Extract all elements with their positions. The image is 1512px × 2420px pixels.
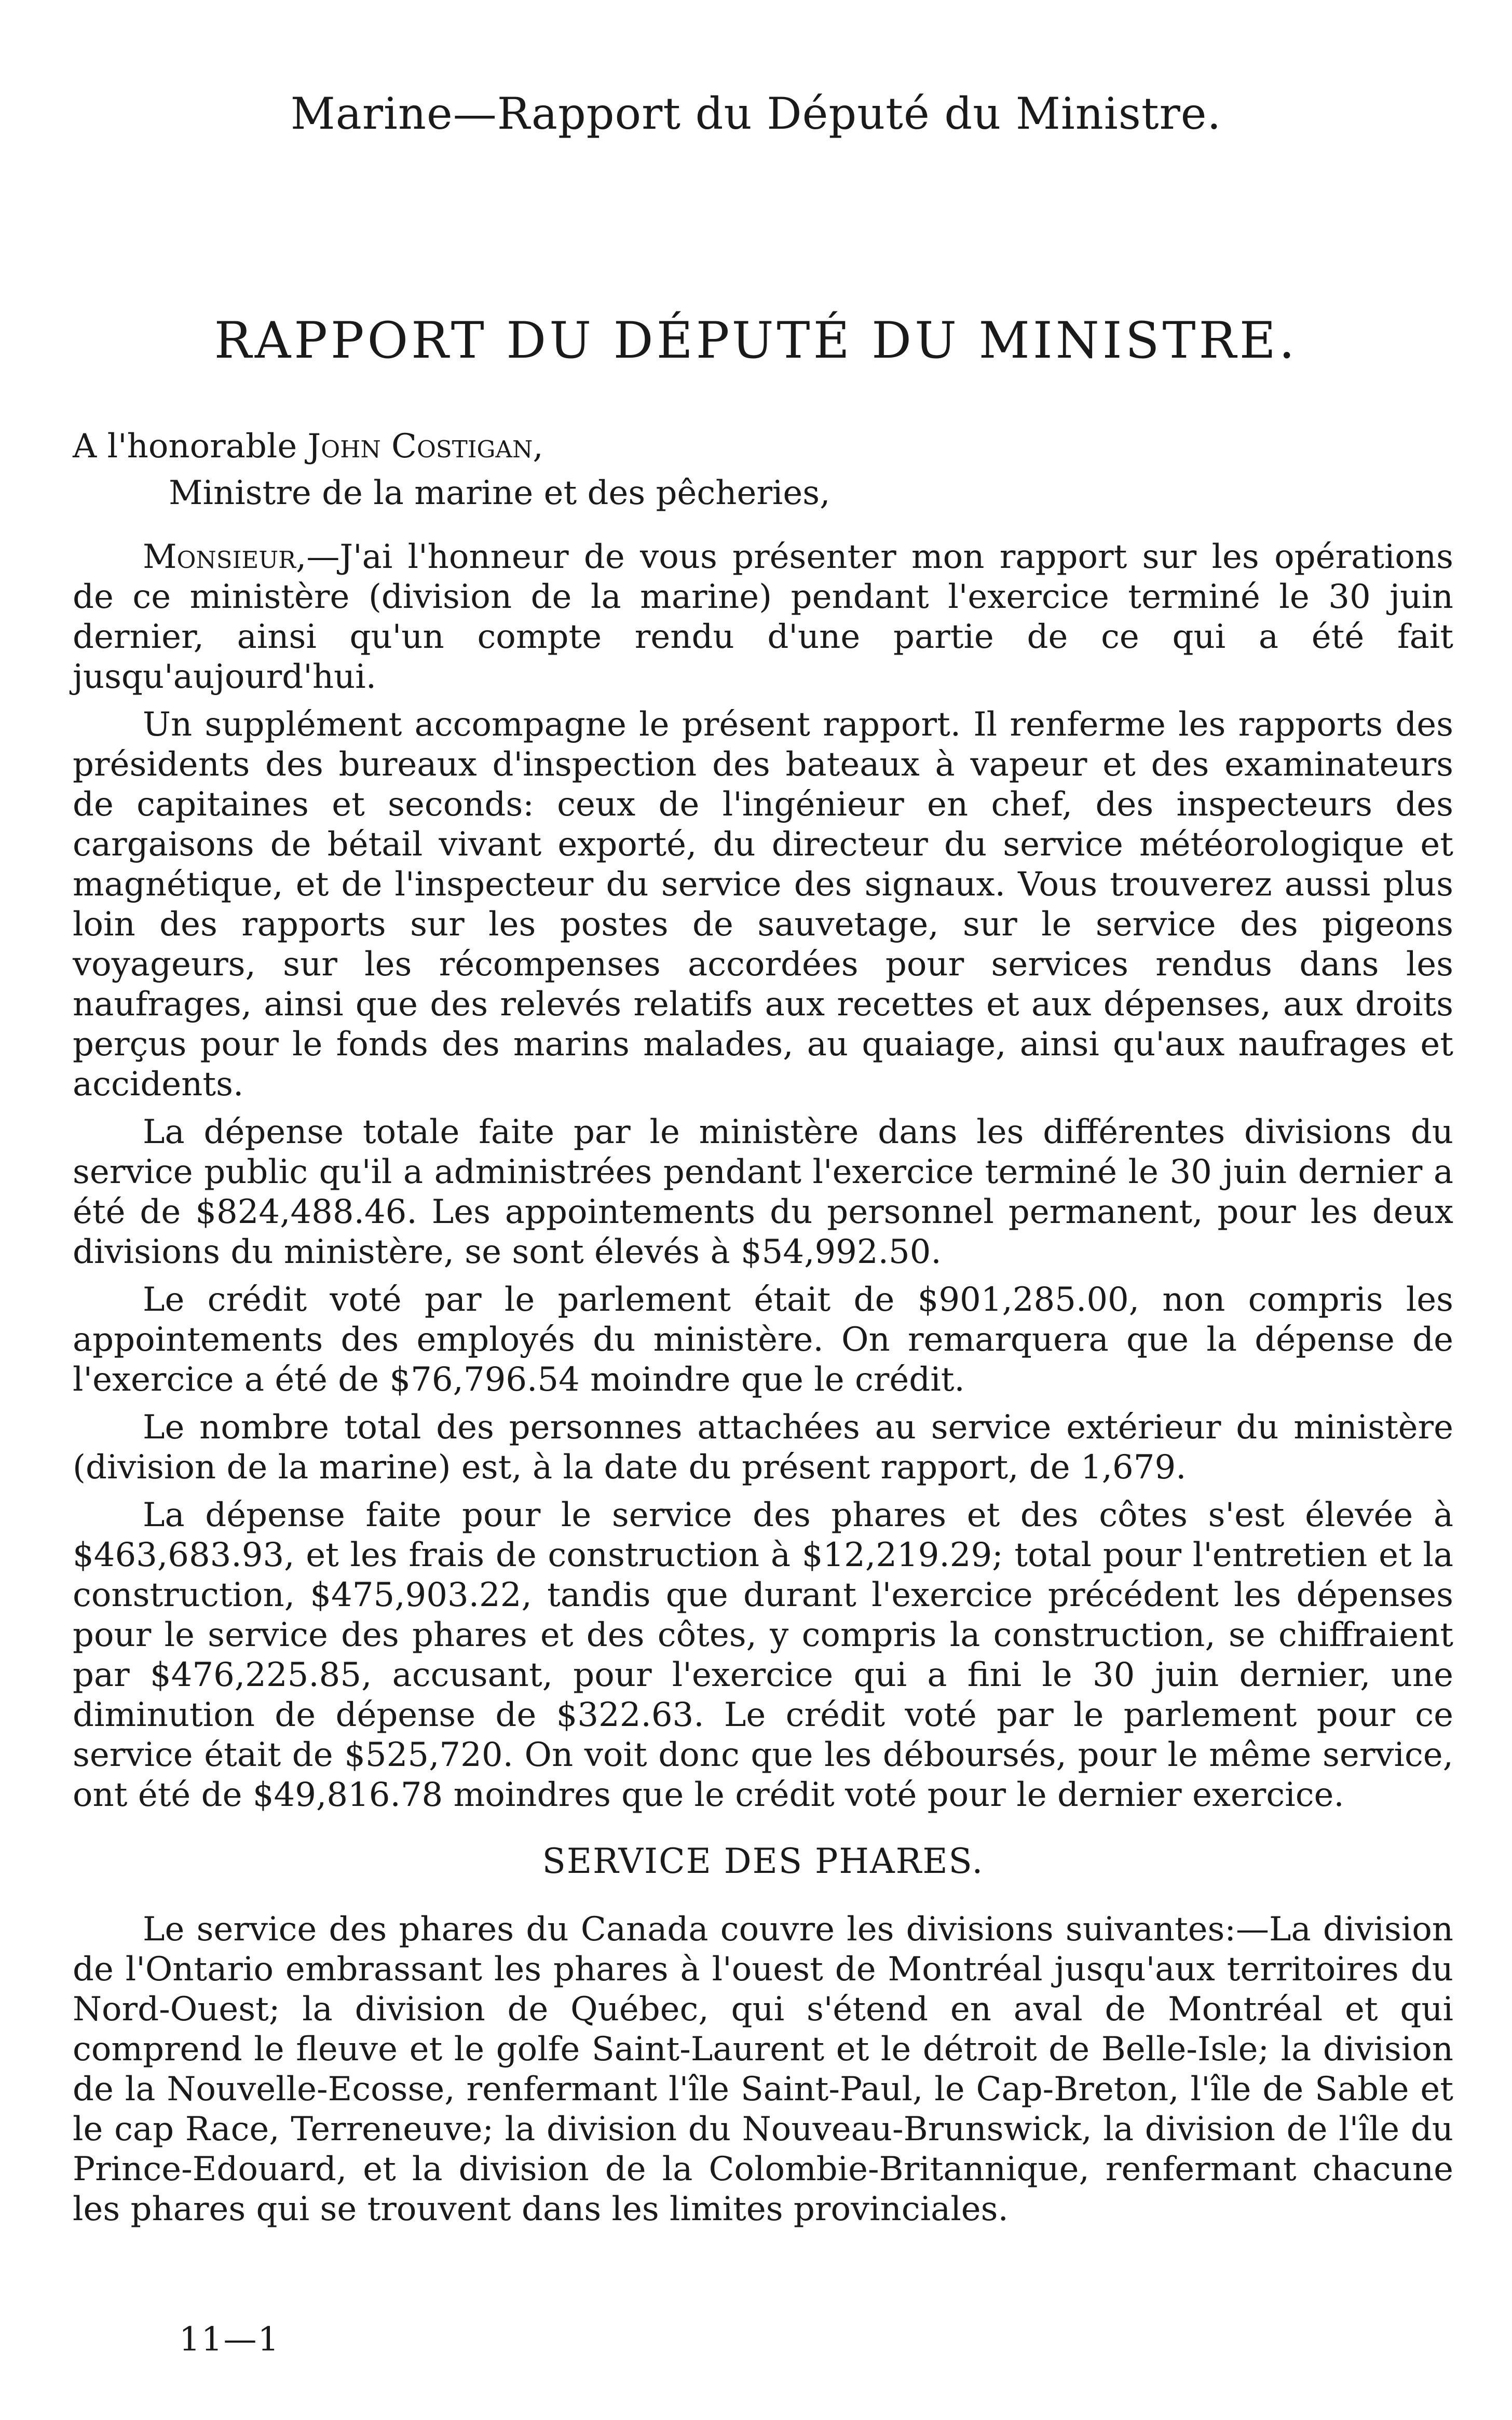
addressee-prefix: A l'honorable: [73, 427, 308, 466]
paragraph-7: Le service des phares du Canada couvre les divisions suivantes:—La division de l'Ontario embrassant les phares à l'ouest de Montréal jusqu'aux territoires du Nord-Ouest; la division de Québec, qui s'étend en aval de Montréal et qui comprend le fleuve et le golfe Saint-Laurent et le détroit de Belle-Isle; la division de la Nouvelle-Ecosse, renfermant l'île Saint-Paul, le Cap-Breton, l'île de Sable et le cap Race, Terreneuve; la division du Nouveau-Brunswick, la division de l'île du Prince-Edouard, et la division de la Colombie-Britannique, renfermant chacune les phares qui se trouvent dans les limites provinciales.: [73, 1910, 1453, 2228]
addressee-ministry: Ministre de la marine et des pêcheries,: [169, 474, 830, 512]
report-body: [73, 537, 1453, 2237]
paragraph-5: Le nombre total des personnes attachées au service extérieur du ministère (division de la marine) est, à la date du présent rapport, de 1,679.: [73, 1408, 1453, 1487]
greeting: Monsieur,: [143, 538, 307, 576]
running-head: Marine—Rapport du Député du Ministre.: [290, 88, 1222, 139]
paragraph-3: La dépense totale faite par le ministère dans les différentes divisions du service public qu'il a administrées pendant l'exercice terminé le 30 juin dernier a été de $824,488.46. Les appointements du personnel permanent, pour les deux divisions du ministère, se sont élevés à $54,992.50.: [73, 1113, 1453, 1271]
signature-mark: 11—1: [179, 2320, 280, 2359]
section-heading: SERVICE DES PHARES.: [542, 1841, 984, 1881]
paragraph-1-text: —J'ai l'honneur de vous présenter mon rapport sur les opérations de ce ministère (division de la marine) pendant l'exercice terminé le 30 juin dernier, ainsi qu'un compte rendu d'une partie de ce qui a été fait jusqu'aujourd'hui.: [73, 538, 1453, 696]
paragraph-6: La dépense faite pour le service des phares et des côtes s'est élevée à $463,683.93, et les frais de construction à $12,219.29; total pour l'entretien et la construction, $475,903.22, tandis que durant l'exercice précédent les dépenses pour le service des phares et des côtes, y compris la construction, se chiffraient par $476,225.85, accusant, pour l'exercice qui a fini le 30 juin dernier, une diminution de dépense de $322.63. Le crédit voté par le parlement pour ce service était de $525,720. On voit donc que les déboursés, pour le même service, ont été de $49,816.78 moindres que le crédit voté pour le dernier exercice.: [73, 1496, 1453, 1814]
report-title: RAPPORT DU DÉPUTÉ DU MINISTRE.: [214, 311, 1298, 370]
addressee-line: [73, 423, 1453, 470]
paragraph-2: Un supplément accompagne le présent rapport. Il renferme les rapports des présidents des bureaux d'inspection des bateaux à vapeur et des examinateurs de capitaines et seconds: ceux de l'ingénieur en chef, des inspecteurs des cargaisons de bétail vivant exporté, du directeur du service météorologique et magnétique, et de l'inspecteur du service des signaux. Vous trouverez aussi plus loin des rapports sur les postes de sauvetage, sur le service des pigeons voyageurs, sur les récompenses accordées pour services rendus dans les naufrages, ainsi que des relevés relatifs aux recettes et aux dépenses, aux droits perçus pour le fonds des marins malades, au quaiage, ainsi qu'aux naufrages et accidents.: [73, 705, 1453, 1104]
paragraph-1: [73, 537, 1453, 697]
paragraph-4: Le crédit voté par le parlement était de $901,285.00, non compris les appointements des employés du ministère. On remarquera que la dépense de l'exercice a été de $76,796.54 moindre que le crédit.: [73, 1281, 1453, 1399]
salutation-block: [73, 423, 1453, 516]
addressee-name: John Costigan,: [307, 427, 543, 466]
